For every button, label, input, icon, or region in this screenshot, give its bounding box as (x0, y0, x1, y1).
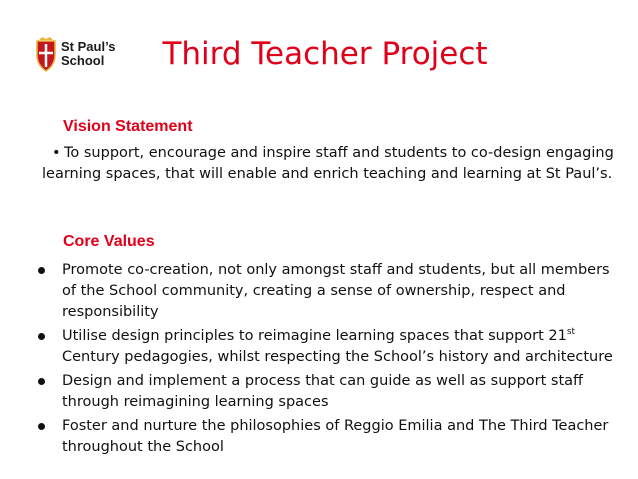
vision-body: To support, encourage and inspire staff and students to co-design engaging learning spaces, that will enable and enrich teaching and learning at St Paul’s. (42, 145, 614, 182)
page-title: Third Teacher Project (162, 36, 488, 72)
vision-bullet: • (52, 145, 61, 161)
bullet-icon (38, 267, 45, 274)
vision-text (42, 143, 617, 185)
list-item-text: Design and implement a process that can guide as well as support staff through reimagining learning spaces (62, 373, 584, 410)
list-item-text: Utilise design principles to reimagine learning spaces that support 21 (62, 328, 567, 344)
bullet-icon (38, 378, 45, 385)
core-values-heading: Core Values (63, 233, 155, 250)
list-item-text: Promote co-creation, not only amongst staff and students, but all members of the School community, creating a sense of ownership, respect and responsibility (62, 262, 610, 320)
vision-heading: Vision Statement (63, 118, 193, 135)
list-item (36, 416, 626, 458)
logo-line-2: School (61, 53, 105, 68)
core-values-list (36, 260, 626, 461)
bullet-icon (38, 423, 45, 430)
superscript: st (566, 327, 576, 337)
bullet-icon (38, 333, 45, 340)
list-item (36, 326, 626, 368)
list-item (36, 260, 626, 323)
list-item-text: Foster and nurture the philosophies of Reggio Emilia and The Third Teacher throughout the School (62, 418, 609, 455)
list-item-text-rest: Century pedagogies, whilst respecting the School’s history and architecture (62, 349, 613, 365)
logo-line-1: St Paul’s (61, 39, 116, 54)
list-item (36, 371, 626, 413)
